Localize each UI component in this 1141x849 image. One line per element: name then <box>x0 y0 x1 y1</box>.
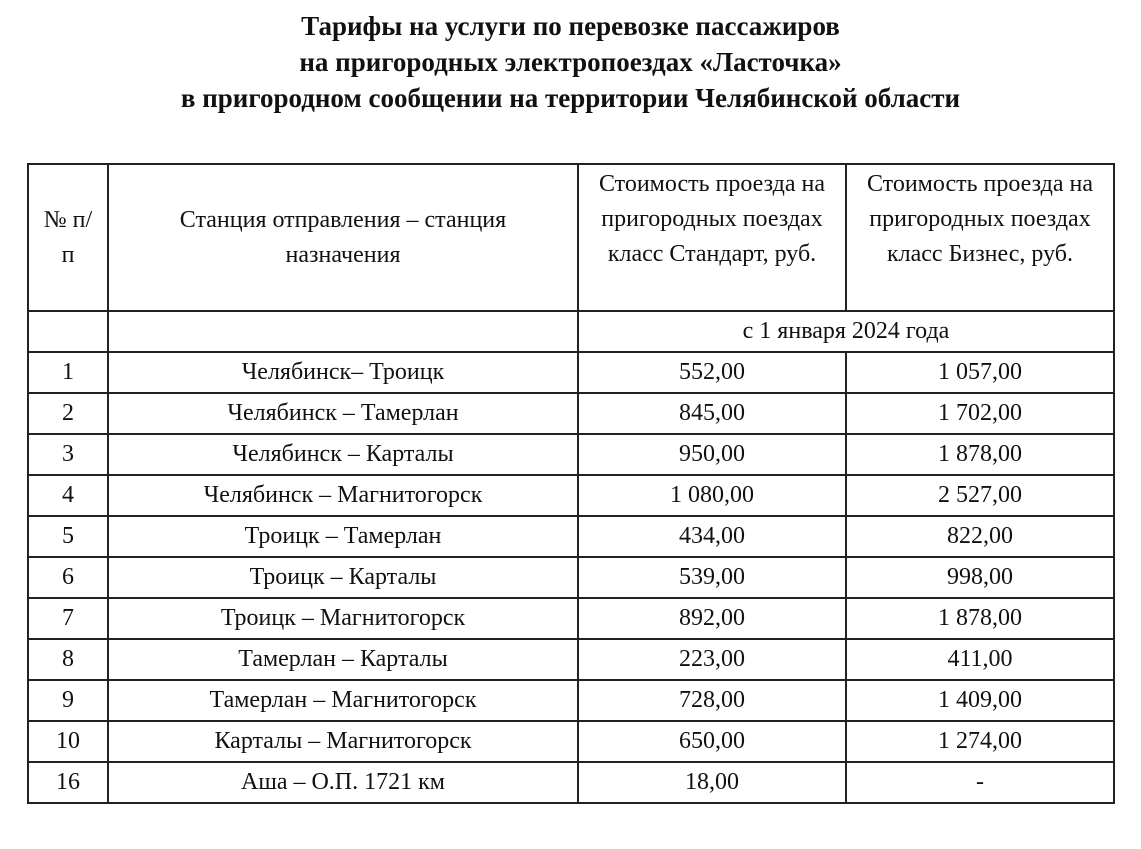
title-line-1: Тарифы на услуги по перевозке пассажиров <box>301 11 840 41</box>
table-row <box>28 639 1114 680</box>
row-number-cell: 8 <box>28 639 108 680</box>
route-cell: Челябинск– Троицк <box>108 352 578 393</box>
standard-price-cell: 892,00 <box>578 598 846 639</box>
business-price-cell: 411,00 <box>846 639 1114 680</box>
tariff-table <box>27 163 1115 804</box>
title-line-3: в пригородном сообщении на территории Челябинской области <box>180 83 961 113</box>
route-cell: Тамерлан – Магнитогорск <box>108 680 578 721</box>
table-header-row <box>28 164 1114 311</box>
table-row <box>28 516 1114 557</box>
route-cell: Троицк – Магнитогорск <box>108 598 578 639</box>
route-cell: Тамерлан – Карталы <box>108 639 578 680</box>
table-row <box>28 393 1114 434</box>
row-number-cell: 7 <box>28 598 108 639</box>
business-price-cell: 998,00 <box>846 557 1114 598</box>
row-number-cell: 10 <box>28 721 108 762</box>
business-price-cell: 1 878,00 <box>846 434 1114 475</box>
route-cell: Карталы – Магнитогорск <box>108 721 578 762</box>
standard-price-cell: 539,00 <box>578 557 846 598</box>
business-price-cell: 1 274,00 <box>846 721 1114 762</box>
route-cell: Челябинск – Магнитогорск <box>108 475 578 516</box>
standard-price-cell: 845,00 <box>578 393 846 434</box>
table-row <box>28 762 1114 803</box>
row-number-cell: 9 <box>28 680 108 721</box>
route-cell: Троицк – Карталы <box>108 557 578 598</box>
business-price-cell: 2 527,00 <box>846 475 1114 516</box>
table-row <box>28 352 1114 393</box>
standard-price-cell: 223,00 <box>578 639 846 680</box>
row-number-cell: 5 <box>28 516 108 557</box>
document-title <box>0 8 1141 116</box>
header-number: № п/п <box>28 164 108 311</box>
header-standard-price: Стоимость проезда на пригородных поездах класс Стандарт, руб. <box>578 164 846 311</box>
route-cell: Троицк – Тамерлан <box>108 516 578 557</box>
header-business-price: Стоимость проезда на пригородных поездах класс Бизнес, руб. <box>846 164 1114 311</box>
route-cell: Челябинск – Карталы <box>108 434 578 475</box>
standard-price-cell: 552,00 <box>578 352 846 393</box>
row-number-cell: 6 <box>28 557 108 598</box>
table-row <box>28 434 1114 475</box>
business-price-cell: 1 702,00 <box>846 393 1114 434</box>
business-price-cell: 1 057,00 <box>846 352 1114 393</box>
row-number-cell: 2 <box>28 393 108 434</box>
business-price-cell: 822,00 <box>846 516 1114 557</box>
business-price-cell: 1 878,00 <box>846 598 1114 639</box>
route-cell: Аша – О.П. 1721 км <box>108 762 578 803</box>
row-number-cell: 3 <box>28 434 108 475</box>
row-number-cell: 1 <box>28 352 108 393</box>
standard-price-cell: 950,00 <box>578 434 846 475</box>
title-line-2: на пригородных электропоездах «Ласточка» <box>299 47 842 77</box>
header-route: Станция отправления – станция назначения <box>108 164 578 311</box>
standard-price-cell: 650,00 <box>578 721 846 762</box>
business-price-cell: 1 409,00 <box>846 680 1114 721</box>
tariff-table-body <box>28 352 1114 803</box>
standard-price-cell: 18,00 <box>578 762 846 803</box>
table-row <box>28 475 1114 516</box>
standard-price-cell: 1 080,00 <box>578 475 846 516</box>
table-row <box>28 557 1114 598</box>
period-row <box>28 311 1114 352</box>
period-empty-cell <box>28 311 108 352</box>
route-cell: Челябинск – Тамерлан <box>108 393 578 434</box>
standard-price-cell: 434,00 <box>578 516 846 557</box>
row-number-cell: 4 <box>28 475 108 516</box>
standard-price-cell: 728,00 <box>578 680 846 721</box>
table-row <box>28 721 1114 762</box>
row-number-cell: 16 <box>28 762 108 803</box>
business-price-cell: - <box>846 762 1114 803</box>
table-row <box>28 598 1114 639</box>
period-label: с 1 января 2024 года <box>578 311 1114 352</box>
period-empty-cell <box>108 311 578 352</box>
table-row <box>28 680 1114 721</box>
